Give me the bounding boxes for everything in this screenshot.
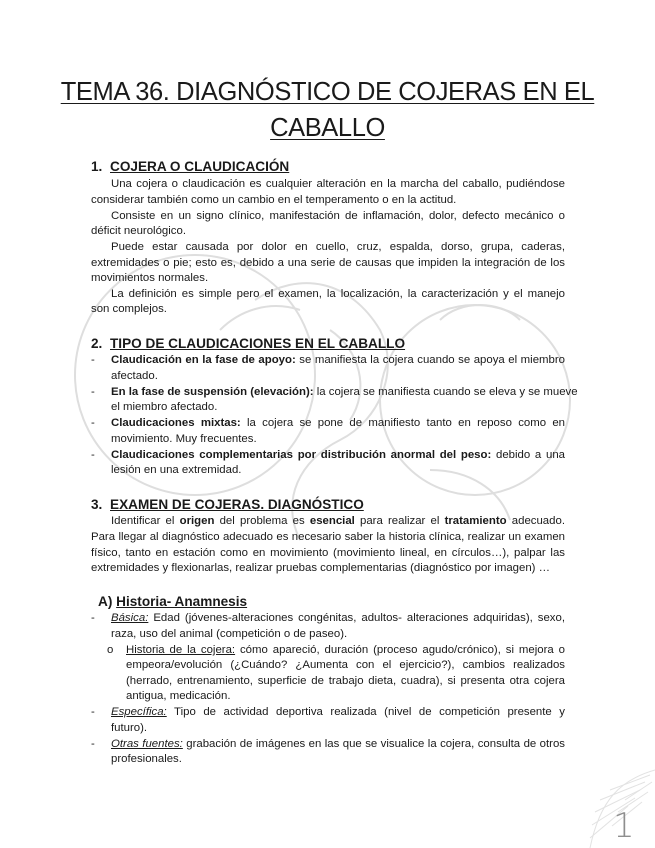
list-item-line: Básica: Edad (jóvenes-alteraciones congénitas, adultos- alteraciones adquiridas), sexo, — [111, 612, 565, 624]
list-dash: - — [91, 354, 95, 366]
subsection-a-heading — [98, 593, 247, 611]
term-bold: En la fase de suspensión (elevación): — [111, 386, 314, 398]
term-underlined: Historia de la cojera: — [126, 644, 236, 656]
list-item-line: profesionales. — [111, 753, 182, 765]
paragraph-line: Una cojera o claudicación es cualquier alteración en la marcha del caballo, pudiéndose — [111, 178, 565, 190]
subsection-label: A) — [98, 594, 113, 609]
list-item-line: movimiento. Muy frecuentes. — [111, 433, 257, 445]
paragraph-line: considerar también como un cambio en el temperamento o en la actitud. — [91, 194, 457, 206]
list-item-line — [111, 416, 565, 432]
list-dash: - — [91, 417, 95, 429]
list-item-line: el miembro afectado. — [111, 401, 218, 413]
list-item-line — [111, 353, 565, 369]
title-line-2: CABALLO — [270, 114, 385, 142]
list-item-line: lesión en una extremidad. — [111, 464, 242, 476]
section-title: TIPO DE CLAUDICACIONES EN EL CABALLO — [110, 336, 406, 351]
section-number: 2. — [91, 336, 103, 351]
paragraph-line: déficit neurológico. — [91, 225, 186, 237]
list-dash: - — [91, 738, 95, 750]
paragraph-line: extremidades y flexionarlas, realizar pruebas complementarias (diagnóstico por imagen) … — [91, 562, 551, 574]
emphasis: esencial — [309, 515, 355, 527]
list-dash: - — [91, 449, 95, 461]
list-dash: - — [91, 386, 95, 398]
section-1-heading — [91, 158, 289, 176]
term-desc: la cojera se manifiesta cuando se eleva y se mueve — [313, 386, 578, 398]
term-desc: debido a una — [491, 449, 565, 461]
paragraph-line: extremidades o pie; esto es, debido a una serie de causas que impiden la integración de los — [91, 257, 565, 269]
section-number: 1. — [91, 159, 103, 174]
section-2-heading — [91, 335, 405, 353]
paragraph-line: son complejos. — [91, 303, 167, 315]
term-desc: la cojera se pone de manifiesto tanto en reposo como en — [240, 417, 565, 429]
list-item-line: (herrado, entrenamiento, superficie de trabajo dieta, cuadra), si presenta otra cojera — [126, 675, 565, 687]
term-italic: Específica: — [111, 706, 167, 718]
list-item-line: raza, uso del animal (competición o de paseo). — [111, 628, 348, 640]
paragraph-line: movimientos normales. — [91, 272, 209, 284]
paragraph-line: Para llegar al diagnóstico adecuado es necesario saber la historia clínica, realizar un examen — [91, 531, 565, 543]
list-dash: - — [91, 612, 95, 624]
emphasis: tratamiento — [444, 515, 507, 527]
paragraph-line: Identificar el origen del problema es esencial para realizar el tratamiento adecuado. — [111, 515, 565, 527]
list-item-line — [111, 385, 578, 401]
list-item-line: afectado. — [111, 370, 158, 382]
section-title: EXAMEN DE COJERAS. DIAGNÓSTICO — [110, 497, 364, 512]
page-number: 1 — [613, 806, 635, 846]
emphasis: origen — [179, 515, 215, 527]
title-line-1: TEMA 36. DIAGNÓSTICO DE COJERAS EN EL — [60, 78, 595, 106]
paragraph-line: físico, tanto en estación como en movimiento (movimiento lineal, en círculos…), palpar las — [91, 547, 565, 559]
section-title: COJERA O CLAUDICACIÓN — [110, 159, 290, 174]
list-item-line: futuro). — [111, 722, 148, 734]
page-title — [60, 74, 595, 146]
list-item-line: Otras fuentes: grabación de imágenes en las que se visualice la cojera, consulta de otros — [111, 738, 566, 750]
list-item-line: empeora/evolución (¿Cuándo? ¿Aumenta con el ejercicio?), cambios realizados — [126, 659, 565, 671]
list-bullet-o: o — [107, 644, 114, 656]
list-item-line: antigua, medicación. — [126, 690, 231, 702]
paragraph-line: Consiste en un signo clínico, manifestación de inflamación, dolor, defecto mecánico o — [111, 210, 565, 222]
term-italic: Básica: — [111, 612, 149, 624]
term-bold: Claudicación en la fase de apoyo: — [111, 354, 296, 366]
list-dash: - — [91, 706, 95, 718]
term-bold: Claudicaciones mixtas: — [111, 417, 241, 429]
paragraph-line: Puede estar causada por dolor en cuello, cruz, espalda, dorso, grupa, caderas, — [111, 241, 565, 253]
list-item-line: Historia de la cojera: cómo apareció, duración (proceso agudo/crónico), si mejora o — [126, 644, 565, 656]
paragraph-line: La definición es simple pero el examen, la localización, la caracterización y el manejo — [111, 288, 565, 300]
term-bold: Claudicaciones complementarias por distribución anormal del peso: — [111, 449, 492, 461]
list-item-line: Específica: Tipo de actividad deportiva realizada (nivel de competición presente y — [111, 706, 565, 718]
section-3-heading — [91, 496, 364, 514]
term-desc: se manifiesta la cojera cuando se apoya el miembro — [295, 354, 565, 366]
term-italic: Otras fuentes: — [111, 738, 183, 750]
subsection-title: Historia- Anamnesis — [116, 594, 248, 609]
section-number: 3. — [91, 497, 103, 512]
list-item-line — [111, 448, 565, 464]
